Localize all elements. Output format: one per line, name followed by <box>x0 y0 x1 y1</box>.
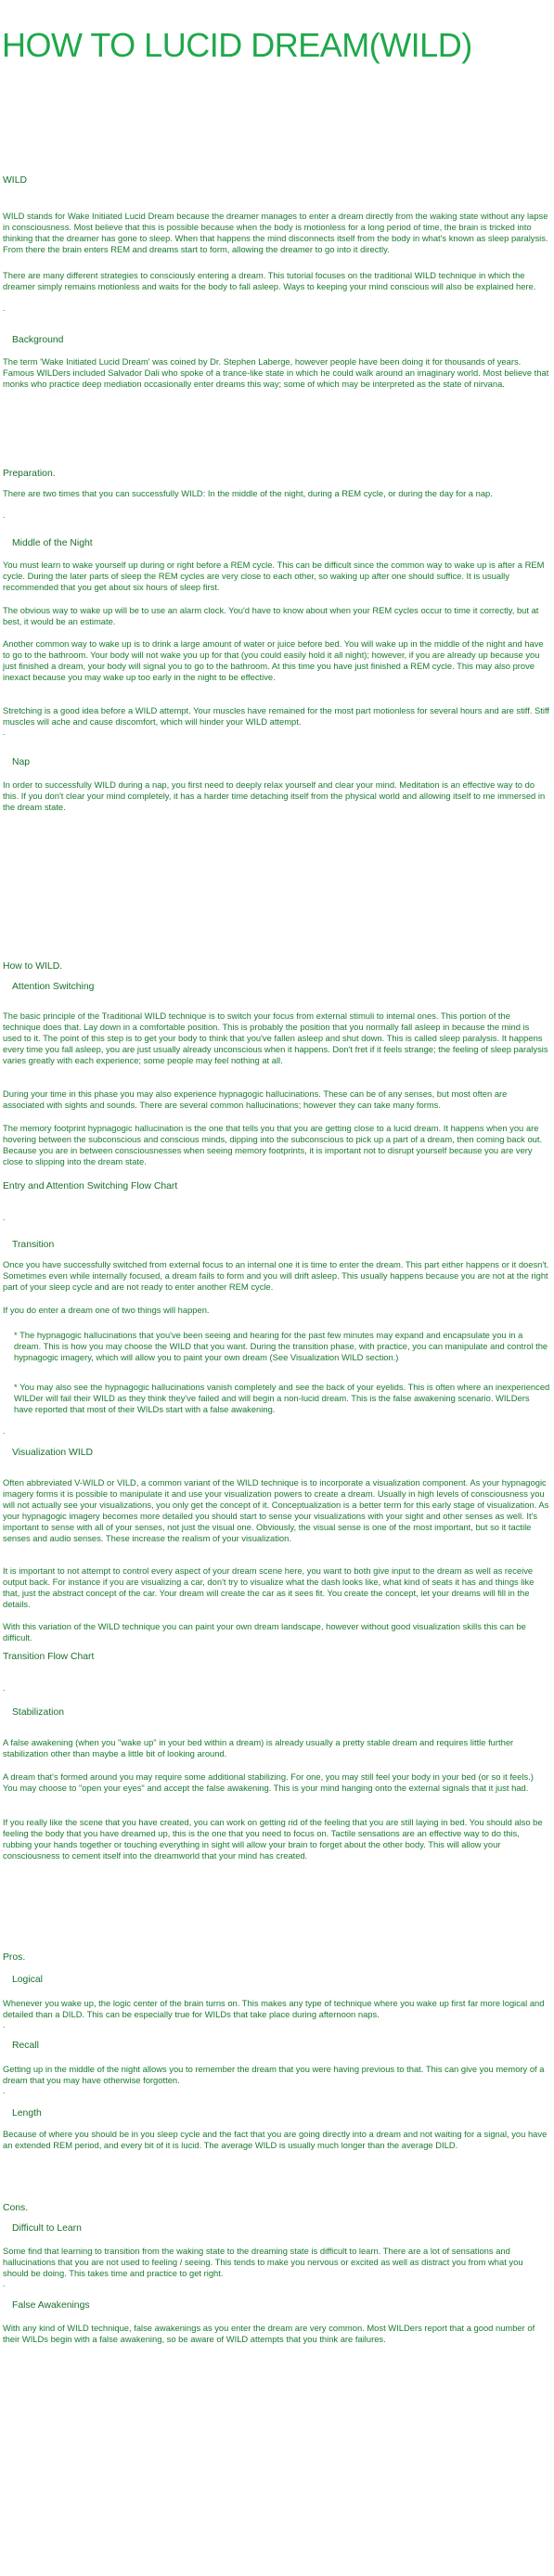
background-paragraph: The term 'Wake Initiated Lucid Dream' was coined by Dr. Stephen Laberge, however people have been doing it for thousands of years. Famous WILDers included Salvador Dali who spoke of a trance-like state in which he could walk around an imaginary world. Most believe that monks who practice deep mediation occasionally enter dreams this way; some of which may be interpreted as the state of nirvana. <box>3 356 549 389</box>
middle-paragraph-4: Stretching is a good idea before a WILD attempt. Your muscles have remained for the most part motionless for several hours and are stiff. Stiff muscles will ache and cause discomfort, which will hinder your WILD attempt. <box>3 705 550 727</box>
subheading-length: Length <box>12 2108 42 2119</box>
stabilization-paragraph-2: A dream that's formed around you may require some additional stabilizing. For one, you may still feel your body in your bed (or so it feels.) You may choose to "open your eyes" and accept the false awakening. This is your mind hanging onto the external signals that it just had. <box>3 1771 534 1793</box>
transition-bullet-2: * You may also see the hypnagogic hallucinations vanish completely and see the back of your eyelids. This is often where an inexperienced WILDer will fail their WILD as they think they've failed and will begin a non-lucid dream. This is the false awakening scenario. WILDers have reported that most of their WILDs start with a false awakening. <box>14 1382 550 1414</box>
section-heading-transition: Transition <box>12 1240 55 1250</box>
stabilization-paragraph-1: A false awakening (when you "wake up" in your bed within a dream) is already usually a pretty stable dream and requires little further stabilization other than maybe a little bit of looking around. <box>3 1737 514 1758</box>
length-paragraph: Because of where you should be in you sleep cycle and the fact that you are going directly into a dream and not waiting for a signal, you have an extended REM period, and every bit of it is lucid. The average WILD is usually much longer than the average DILD. <box>3 2129 548 2150</box>
separator-dot: . <box>3 1213 6 1222</box>
recall-paragraph: Getting up in the middle of the night allows you to remember the dream that you were having previous to that. This can give you memory of a dream that you may have otherwise forgotten. <box>3 2064 545 2085</box>
separator-dot: . <box>3 2020 6 2029</box>
transition-flow-chart-label: Transition Flow Chart <box>3 1652 95 1662</box>
preparation-paragraph: There are two times that you can successfully WILD: In the middle of the night, during a REM cycle, or during the day for a nap. <box>3 488 493 498</box>
transition-paragraph-2: If you do enter a dream one of two things will happen. <box>3 1305 210 1315</box>
section-heading-attention-switching: Attention Switching <box>12 982 95 992</box>
separator-dot: . <box>3 2279 6 2288</box>
section-heading-preparation: Preparation. <box>3 469 56 479</box>
wild-paragraph-1: WILD stands for Wake Initiated Lucid Dream because the dreamer manages to enter a dream directly from the waking state without any lapse in consciousness. Most believe that this is possible because when the body is motionless for a long period of time, the brain is tricked into thinking that the dreamer has gone to sleep. When that happens the mind disconnects itself from the body in what's known as sleep paralysis. From there the brain enters REM and dreams start to form, allowing the dreamer to go into it directly. <box>3 211 548 254</box>
middle-paragraph-1: You must learn to wake yourself up during or right before a REM cycle. This can be difficult since the common way to wake up is after a REM cycle. During the later parts of sleep the REM cycles are very close to each other, so waking up after one should suffice. It is usually recommended that you get about six hours of sleep first. <box>3 560 545 592</box>
subheading-false-awakenings: False Awakenings <box>12 2300 90 2311</box>
false-awakenings-paragraph: With any kind of WILD technique, false awakenings as you enter the dream are very common. Most WILDers report that a good number of their WILDs begin with a false awakening, so be aware of WILD attempts that you think are failures. <box>3 2323 535 2344</box>
separator-dot: . <box>3 728 6 737</box>
attention-paragraph-3: The memory footprint hypnagogic hallucination is the one that tells you that you are getting close to a lucid dream. It happens when you are hovering between the subconscious and conscious minds, dipping into the subconscious to pick up a part of a dream, then coming back out. Because you are in between consciousnesses when seeing memory footprints, it is important not to disrupt yourself because you are very close to slipping into the dream state. <box>3 1123 543 1166</box>
separator-dot: . <box>3 510 6 520</box>
middle-paragraph-3: Another common way to wake up is to drink a large amount of water or juice before bed. You will wake up in the middle of the night and have to go to the bathroom. Your body will not wake you up for that (you could easily hold it all night); however, if you are already up because you just finished a dream, your body will signal you to go to the bathroom. At this time you have just finished a REM cycle. This may also prove inexact because you may wake up too early in the night to be effective. <box>3 638 544 682</box>
transition-bullet-1: * The hypnagogic hallucinations that you've been seeing and hearing for the past few minutes may expand and encapsulate you in a dream. This is how you may choose the WILD that you want. During the transition phase, with practice, you can manipulate and control the hypnagogic imagery, which will allow you to paint your own dream (See Visualization WILD section.) <box>14 1330 548 1362</box>
subheading-difficult-to-learn: Difficult to Learn <box>12 2223 82 2234</box>
attention-paragraph-1: The basic principle of the Traditional WILD technique is to switch your focus from external stimuli to internal ones. This portion of the technique does that. Lay down in a comfortable position. This is probably the position that you normally fall asleep in because the mind is used to it. The point of this step is to get your body to think that you've fallen asleep and shut down. This is called sleep paralysis. It happens every time you fall asleep, you are just usually already unconscious when it happens. Don't fret if it feels strange; the feeling of sleep paralysis varies greatly with each experience; some people may feel nothing at all. <box>3 1011 548 1065</box>
stabilization-paragraph-3: If you really like the scene that you have created, you can work on getting rid of the feeling that you are still laying in bed. You should also be feeling the body that you have dreamed up, this is the one that you need to focus on. Tactile sensations are an effective way to do this, rubbing your hands together or touching everything in sight will allow your brain to forget about the other body. This will allow your consciousness to cement itself into the dreamworld that your mind has created. <box>3 1817 543 1861</box>
visualization-paragraph-3: With this variation of the WILD technique you can paint your own dream landscape, however without good visualization skills this can be difficult. <box>3 1621 526 1642</box>
transition-paragraph-1: Once you have successfully switched from external focus to an internal one it is time to enter the dream. This part either happens or it doesn't. Sometimes even while internally focused, a dream fails to form and you will drift asleep. This usually happens because you are not at the right part of your sleep cycle and are not ready to enter another REM cycle. <box>3 1259 549 1292</box>
separator-dot: . <box>3 1683 6 1693</box>
separator-dot: . <box>3 303 6 313</box>
nap-paragraph: In order to successfully WILD during a nap, you first need to deeply relax yourself and clear your mind. Meditation is an effective way to do this. If you don't clear your mind completely, it has a harder time detaching itself from the physical world and allowing itself to me immersed in the dream state. <box>3 779 546 812</box>
subheading-logical: Logical <box>12 1975 43 1985</box>
attention-flow-chart-label: Entry and Attention Switching Flow Chart <box>3 1181 178 1191</box>
subheading-recall: Recall <box>12 2041 39 2051</box>
wild-paragraph-2: There are many different strategies to consciously entering a dream. This tutorial focuses on the traditional WILD technique in which the dreamer simply remains motionless and waits for the body to fall asleep. Ways to keeping your mind conscious will also be explained here. <box>3 270 536 291</box>
section-heading-wild: WILD <box>3 175 27 186</box>
section-heading-background: Background <box>12 335 64 345</box>
logical-paragraph: Whenever you wake up, the logic center of the brain turns on. This makes any type of technique where you wake up first far more logical and detailed than a DILD. This can be especially true for WILDs that take place during afternoon naps. <box>3 1998 545 2019</box>
section-heading-middle-of-night: Middle of the Night <box>12 538 93 548</box>
section-heading-nap: Nap <box>12 757 31 767</box>
difficult-paragraph: Some find that learning to transition from the waking state to the dreaming state is difficult to learn. There are a lot of sensations and hallucinations that you are not used to feeling / seeing. This tends to make you nervous or excited as well as distract you from what you should be doing. This takes time and practice to get right. <box>3 2246 523 2278</box>
separator-dot: . <box>3 1426 6 1436</box>
page-title: HOW TO LUCID DREAM(WILD) <box>2 26 472 64</box>
visualization-paragraph-2: It is important to not attempt to control every aspect of your dream scene here, you want to both give input to the dream as well as receive output back. For instance if you are visualizing a car, don't try to visualize what the dash looks like, what kind of seats it has and things like that, just the abstract concept of the car. Your dream will create the car as it sees fit. You create the concept, let your dreams will fill in the details. <box>3 1565 535 1609</box>
middle-paragraph-2: The obvious way to wake up will be to use an alarm clock. You'd have to know about when your REM cycles occur to time it correctly, but at best, it would be an estimate. <box>3 605 539 626</box>
section-heading-stabilization: Stabilization <box>12 1707 65 1718</box>
attention-paragraph-2: During your time in this phase you may also experience hypnagogic hallucinations. These can be of any senses, but most often are associated with sights and sounds. There are several common hallucinations; however they can take many forms. <box>3 1088 508 1110</box>
section-heading-pros: Pros. <box>3 1952 26 1963</box>
separator-dot: . <box>3 2086 6 2095</box>
section-heading-visualization-wild: Visualization WILD <box>12 1448 94 1458</box>
visualization-paragraph-1: Often abbreviated V-WILD or VILD, a common variant of the WILD technique is to incorporate a visualization component. As your hypnagogic imagery forms it is possible to manipulate it and use your visualization powers to create a dream. Usually in high levels of consciousness you will not actually see your visualizations, you only get the concept of it. Conceptualization is a better term for this early stage of visualization. As your hypnagogic imagery becomes more detailed you should start to sense your visualizations with your sight and other senses as well. It's important to sense with all of your senses, not just the visual one. Obviously, the visual sense is one of the most important, but so it tactile senses and audio senses. These increase the realism of your visualization. <box>3 1477 549 1543</box>
section-heading-how-to-wild: How to WILD. <box>3 961 63 972</box>
section-heading-cons: Cons. <box>3 2203 29 2213</box>
